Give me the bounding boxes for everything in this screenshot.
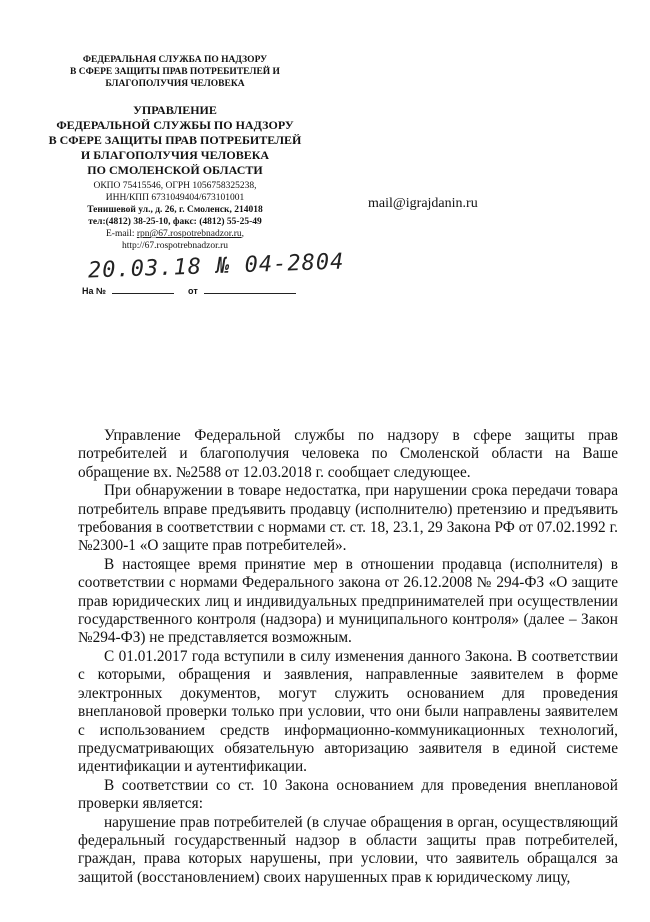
email-link[interactable]: rpn@67.rospotrebnadzor.ru bbox=[136, 229, 242, 239]
paragraph: При обнаружении в товаре недостатка, при нарушении срока передачи товара потребитель вправе предъявить продавцу (исполнителю) претензию и предъявить требования в соответствии с нормами ст. ст. 18, 23.1, 29 Закона РФ от 07.02.1992 г. №2300-1 «О защите прав потребителей». bbox=[78, 482, 618, 555]
reference-line bbox=[82, 286, 296, 296]
handwritten-date-number bbox=[88, 250, 345, 284]
agency-line: В СФЕРЕ ЗАЩИТЫ ПРАВ ПОТРЕБИТЕЛЕЙ И bbox=[70, 67, 280, 77]
website: http://67.rospotrebnadzor.ru bbox=[121, 241, 229, 251]
na-label: На № bbox=[82, 286, 107, 296]
ot-label: от bbox=[188, 286, 198, 296]
agency-line: БЛАГОПОЛУЧИЯ ЧЕЛОВЕКА bbox=[105, 79, 245, 89]
paragraph: В соответствии со ст. 10 Закона основанием для проведения внеплановой проверки является: bbox=[78, 776, 618, 813]
agency-line: ФЕДЕРАЛЬНАЯ СЛУЖБА ПО НАДЗОРУ bbox=[82, 55, 268, 65]
paragraph: В настоящее время принятие мер в отношении продавца (исполнителя) в соответствии с нормами Федерального закона от 26.12.2008 № 294-ФЗ «О защите прав юридических лиц и индивидуальных предпринимателей при осуществлении государственного контроля (надзора) и муниципального контроля» (далее – Закон №294-ФЗ) не представляется возможным. bbox=[78, 555, 618, 647]
department-line: ФЕДЕРАЛЬНОЙ СЛУЖБЫ ПО НАДЗОРУ bbox=[56, 118, 294, 132]
okpo-ogrn: ОКПО 75415546, ОГРН 1056758325238, bbox=[93, 181, 257, 191]
recipient-email: mail@igrajdanin.ru bbox=[368, 196, 478, 211]
requisites bbox=[40, 180, 310, 252]
department-line: В СФЕРЕ ЗАЩИТЫ ПРАВ ПОТРЕБИТЕЛЕЙ bbox=[48, 133, 302, 147]
email-suffix: , bbox=[241, 229, 245, 239]
department-line: ПО СМОЛЕНСКОЙ ОБЛАСТИ bbox=[87, 163, 263, 177]
phones: тел:(4812) 38-25-10, факс: (4812) 55-25-49 bbox=[88, 217, 262, 227]
department-line: И БЛАГОПОЛУЧИЯ ЧЕЛОВЕКА bbox=[80, 148, 270, 162]
agency-name bbox=[40, 54, 310, 90]
handwritten-date: 20.03.18 bbox=[87, 254, 203, 284]
letter-body bbox=[78, 427, 618, 887]
paragraph: нарушение прав потребителей (в случае обращения в орган, осуществляющий федеральный государственный надзор в области защиты прав потребителей, граждан, права которых нарушены, при условии, что заявитель обращался за защитой (восстановлением) своих нарушенных прав к юридическому лицу, bbox=[78, 813, 618, 886]
department-line: УПРАВЛЕНИЕ bbox=[133, 103, 217, 117]
inn-kpp: ИНН/КПП 6731049404/673101001 bbox=[105, 193, 245, 203]
email-line bbox=[40, 228, 310, 240]
paragraph: С 01.01.2017 года вступили в силу изменения данного Закона. В соответствии с которыми, обращения и заявления, направленные заявителем в форме электронных документов, могут служить основанием для проведения внеплановой проверки только при условии, что они были направлены заявителем с использованием средств информационно-коммуникационных технологий, предусматривающих обязательную авторизацию заявителя в единой системе идентификации и аутентификации. bbox=[78, 647, 618, 776]
email-label: E-mail: bbox=[105, 229, 137, 239]
paragraph: Управление Федеральной службы по надзору в сфере защиты прав потребителей и благополучия человека по Смоленской области на Ваше обращение вх. №2588 от 12.03.2018 г. сообщает следующее. bbox=[78, 427, 618, 481]
address: Тенишевой ул., д. 26, г. Смоленск, 214018 bbox=[87, 205, 263, 215]
handwritten-number-sign: № bbox=[215, 253, 231, 279]
department-name bbox=[40, 103, 310, 178]
na-blank bbox=[112, 293, 174, 294]
ot-blank bbox=[204, 293, 296, 294]
handwritten-number: 04-2804 bbox=[244, 249, 345, 278]
